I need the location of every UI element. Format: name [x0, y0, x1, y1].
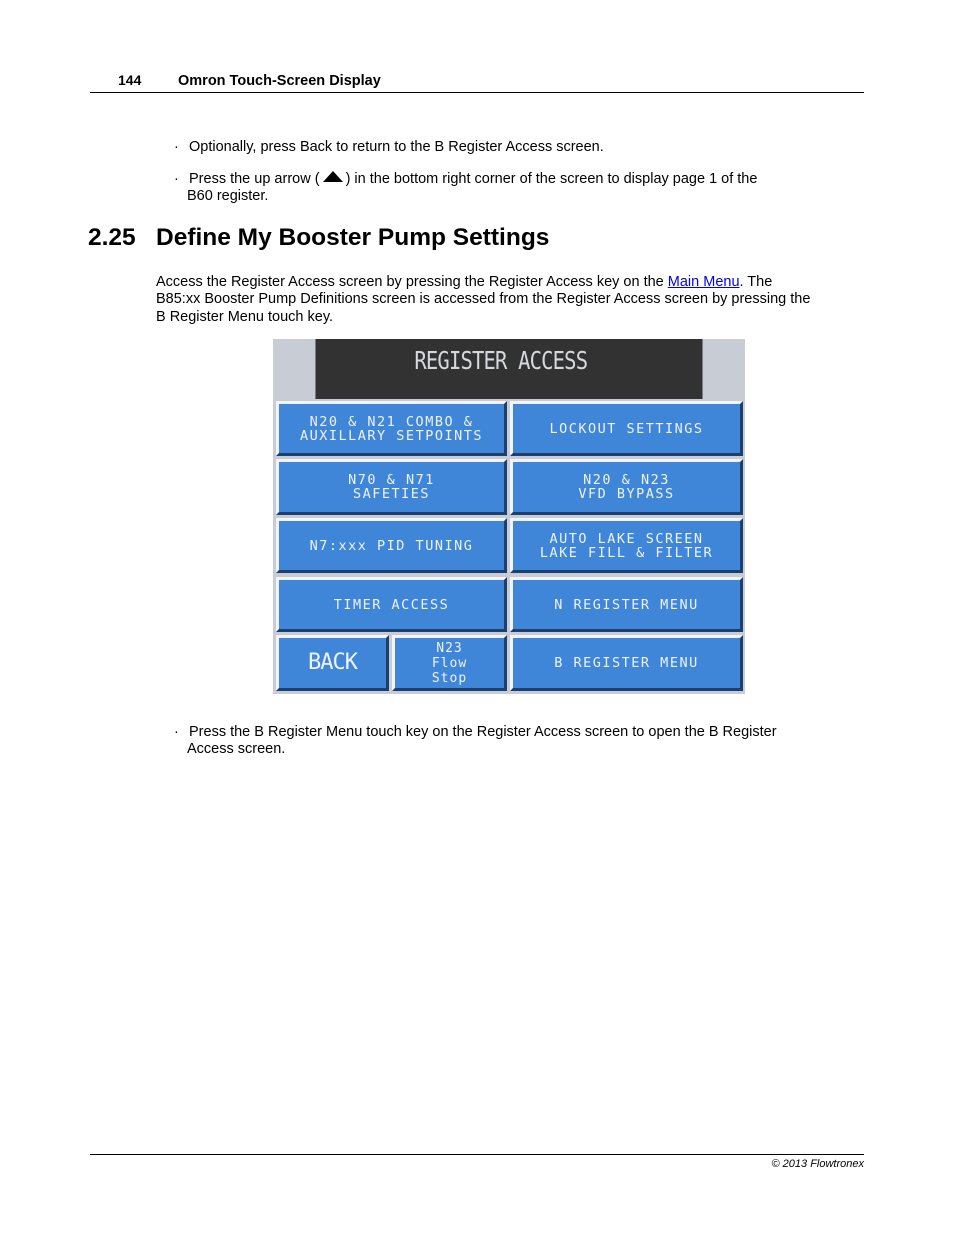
lockout-settings-key[interactable]: LOCKOUT SETTINGS: [510, 401, 743, 456]
vfd-bypass-key[interactable]: N20 & N23 VFD BYPASS: [510, 459, 743, 515]
screen-title: REGISTER ACCESS: [414, 346, 588, 375]
up-arrow-icon: [323, 171, 343, 182]
flow-stop-key[interactable]: N23 Flow Stop: [392, 635, 507, 691]
intro-paragraph: [156, 274, 861, 326]
b-register-menu-key[interactable]: B REGISTER MENU: [510, 635, 743, 691]
paragraph-text: . The: [739, 274, 773, 290]
paragraph-line-2: B85:xx Booster Pump Definitions screen is accessed from the Register Access screen by pressing the: [156, 291, 811, 307]
n-register-menu-key[interactable]: N REGISTER MENU: [510, 577, 743, 632]
bullet-marker: ·: [174, 171, 179, 187]
section-title: Define My Booster Pump Settings: [156, 224, 550, 251]
bullet-marker: ·: [174, 139, 179, 155]
paragraph-line-3: B Register Menu touch key.: [156, 309, 334, 325]
section-number: 2.25: [88, 224, 136, 251]
header-title: Omron Touch-Screen Display: [178, 73, 381, 89]
section-heading: [88, 224, 549, 252]
bullet-text: [189, 171, 809, 188]
screen-title-bar: [315, 339, 702, 399]
bullet-text: Optionally, press Back to return to the B Register Access screen.: [189, 139, 604, 155]
timer-access-key[interactable]: TIMER ACCESS: [276, 577, 507, 632]
safeties-key[interactable]: N70 & N71 SAFETIES: [276, 459, 507, 515]
combo-aux-setpoints-key[interactable]: N20 & N21 COMBO & AUXILLARY SETPOINTS: [276, 401, 507, 456]
back-key[interactable]: BACK: [276, 635, 389, 691]
pid-tuning-key[interactable]: N7:xxx PID TUNING: [276, 518, 507, 573]
page-number: 144: [118, 72, 142, 88]
page-footer: [90, 1154, 864, 1170]
register-access-screenshot: [273, 339, 745, 694]
main-menu-link[interactable]: Main Menu: [667, 274, 740, 290]
bullet-text-after: ) in the bottom right corner of the screen to display page 1 of the: [345, 171, 758, 187]
paragraph-line-1: [156, 274, 861, 291]
copyright-text: © 2013 Flowtronex: [771, 1158, 864, 1170]
auto-lake-screen-key[interactable]: AUTO LAKE SCREEN LAKE FILL & FILTER: [510, 518, 743, 573]
bullet-text: Press the B Register Menu touch key on the Register Access screen to open the B Register: [189, 724, 777, 740]
bullet-marker: ·: [174, 724, 179, 740]
page-header: [90, 70, 864, 93]
bullet-text-line2: B60 register.: [187, 188, 269, 204]
bullet-text-before: Press the up arrow (: [189, 171, 320, 187]
bullet-text-line2: Access screen.: [187, 741, 286, 757]
paragraph-text: Access the Register Access screen by pressing the Register Access key on the: [156, 274, 668, 290]
